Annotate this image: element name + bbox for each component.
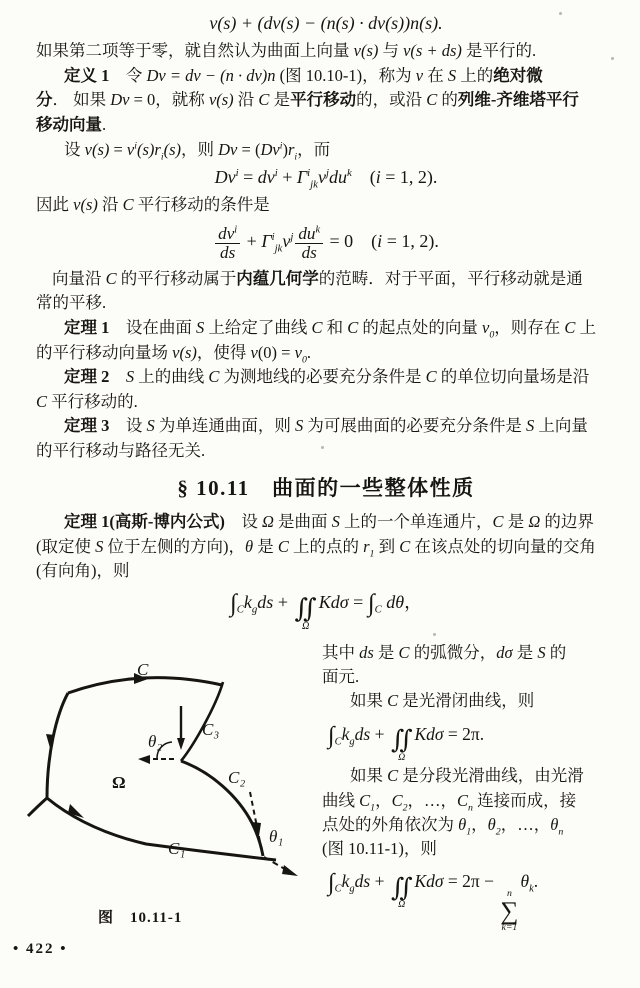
arrowhead-left2-icon bbox=[138, 755, 150, 764]
body-line-definition1-c: 移动向量. bbox=[36, 114, 107, 134]
figure-label-c3: C₃ bbox=[202, 720, 220, 739]
scan-speck bbox=[321, 446, 324, 449]
body-line-intrinsic-b: 常的平移. bbox=[36, 293, 107, 313]
figure-label-theta1: θ₁ bbox=[269, 827, 284, 846]
section-heading: § 10.11 曲面的一些整体性质 bbox=[177, 475, 475, 500]
main-text-column bbox=[36, 8, 616, 635]
display-formula-parallel-transport-ode: $\frac{dv^i}{ds}$ + $\Gamma^i_{jk}v^j$ $\frac{du^k}{ds}$ = 0 (i = 1, 2). bbox=[36, 225, 616, 263]
figure-label-c2: C₂ bbox=[228, 768, 246, 787]
arrowhead-extension-icon bbox=[282, 865, 298, 876]
right-line-piecewise-c: 点处的外角依次为 $\theta_1$，$\theta_2$，…，$\theta_n$ bbox=[322, 814, 564, 838]
display-formula-projection: v(s) + (dv(s) − (n(s) · dv(s))n(s). bbox=[209, 13, 443, 33]
body-line-intrinsic-a: 向量沿 C 的平行移动属于内蕴几何学的范畴．对于平面，平行移动就是通 bbox=[52, 268, 583, 288]
right-line-piecewise-b: 曲线 $C_1$，$C_2$，…，$C_n$ 连接而成，接 bbox=[322, 790, 577, 813]
figure-label-theta2: θ₂ bbox=[148, 732, 163, 751]
right-line-area-element: 面元. bbox=[322, 667, 360, 687]
right-line-smooth-closed: 如果 C 是光滑闭曲线，则 bbox=[350, 691, 535, 711]
figure-caption: 图 10.11-1 bbox=[98, 910, 183, 926]
display-formula-piecewise: $\int_Ck_gds$ + ∬ Ω Kdσ = 2π − n ∑ k=1 $\theta_k$. bbox=[328, 869, 539, 933]
body-line-definition1-b: 分． 如果 Dv = 0，就称 v(s) 沿 C 是平行移动的，或沿 C 的列维-齐维塔平行 bbox=[36, 90, 579, 110]
right-text-column bbox=[322, 641, 638, 935]
body-line-theorem2-a: 定理 2 S 上的曲线 C 为测地线的必要充分条件是 C 的单位切向量场是沿 bbox=[64, 367, 590, 387]
right-line-ds-dsigma: 其中 ds 是 C 的弧微分，dσ 是 S 的 bbox=[322, 643, 567, 662]
body-line-theorem3-b: 的平行移动与路径无关. bbox=[36, 441, 206, 460]
figure-gauss-bonnet-region bbox=[26, 640, 320, 904]
right-line-piecewise-a: 如果 C 是分段光滑曲线，由光滑 bbox=[350, 766, 584, 786]
body-line-parallel-intro: 如果第二项等于零，就自然认为曲面上向量 v(s) 与 v(s + ds) 是平行的. bbox=[36, 41, 537, 61]
body-line-definition1-a: 定义 1 令 Dv = dv − (n · dv)n (图 10.10-1)，称为 v 在 S 上的绝对微 bbox=[64, 65, 543, 85]
figure-curve-c2 bbox=[181, 761, 263, 856]
body-line-gauss-bonnet-c: (有向角)，则 bbox=[36, 561, 130, 581]
body-line-theorem1-b: 的平行移动向量场 v(s)，使得 $v(0) = v_0$. bbox=[36, 342, 311, 365]
figure-curve-c1 bbox=[28, 798, 276, 860]
display-formula-gauss-bonnet: $\int_Ck_gds$ + ∬ Ω $Kd\sigma = \int_C$ dθ， bbox=[229, 589, 423, 632]
body-line-condition-intro: 因此 v(s) 沿 C 平行移动的条件是 bbox=[36, 195, 270, 215]
scan-speck bbox=[433, 633, 436, 636]
scan-speck bbox=[611, 57, 614, 60]
page-number: • 422 • bbox=[13, 941, 68, 957]
figure-label-omega: Ω bbox=[112, 773, 126, 792]
body-line-theorem3-a: 定理 3 设 S 为单连通曲面，则 S 为可展曲面的必要充分条件是 S 上向量 bbox=[64, 416, 588, 436]
body-line-theorem2-b: C 平行移动的. bbox=[36, 391, 138, 411]
display-formula-closed-curve: $\int_Ck_gds$ + ∬ Ω Kdσ = 2π. bbox=[328, 721, 485, 763]
body-line-gauss-bonnet-a: 定理 1(高斯-博内公式) 设 Ω 是曲面 S 上的一个单连通片，C 是 Ω 的边界 bbox=[64, 512, 594, 532]
body-line-components: 设 $v(s) = v^i(s)r_i(s)$，则 $Dv = (Dv^i)r_i$，而 bbox=[64, 139, 331, 162]
display-formula-covariant-differential: $Dv^i = dv^i + \Gamma^i_{jk}v^jdu^k$ (i = 1, 2). bbox=[214, 167, 438, 191]
arrowhead-down-icon bbox=[177, 738, 185, 750]
figure-label-c: C bbox=[137, 660, 149, 679]
body-line-theorem1-a: 定理 1 设在曲面 S 上给定了曲线 C 和 C 的起点处的向量 $v_0$，则存在 C 上 bbox=[64, 318, 597, 341]
figure-label-c1: C₁ bbox=[168, 839, 186, 858]
scan-speck bbox=[559, 12, 562, 15]
body-line-gauss-bonnet-b: (取定使 S 位于左侧的方向)，θ 是 C 上的点的 $r_1$ 到 C 在该点处的切向量的交角 bbox=[36, 536, 596, 560]
right-line-piecewise-d: (图 10.11-1)，则 bbox=[322, 838, 437, 858]
